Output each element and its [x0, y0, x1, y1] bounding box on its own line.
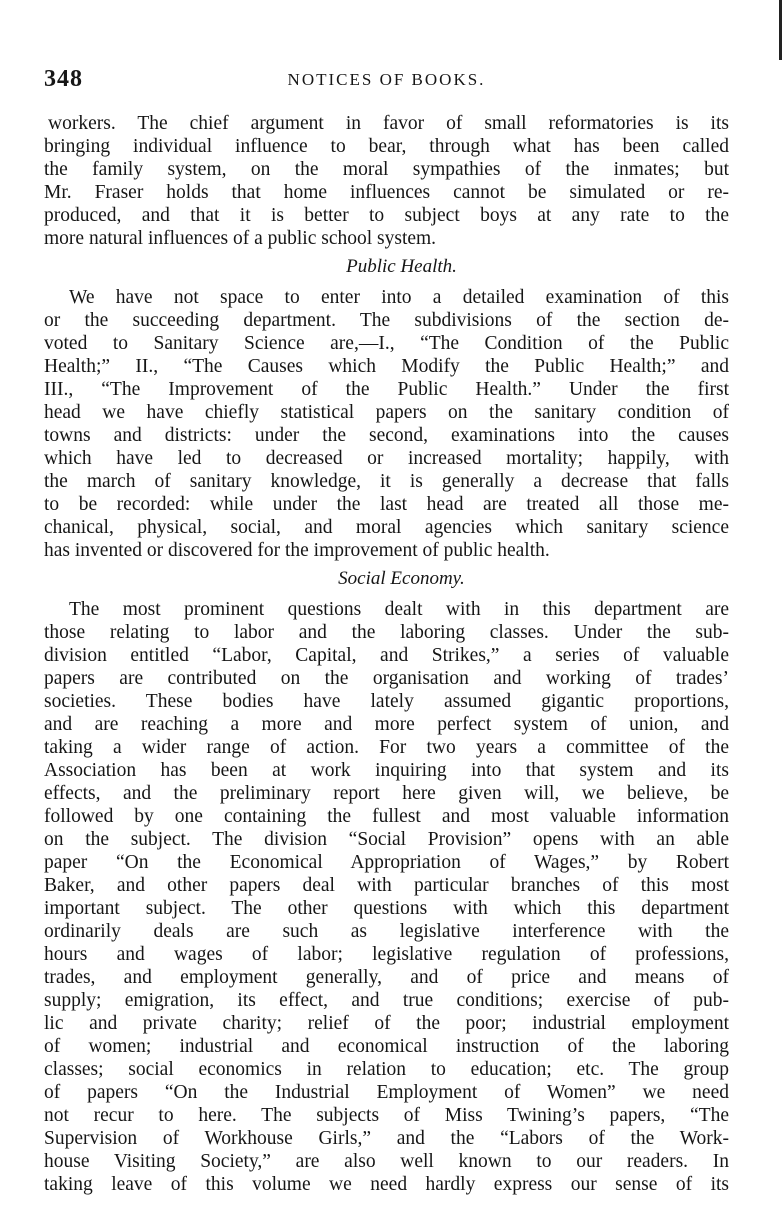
text-line: papers are contributed on the organisation and working of trades’ — [44, 668, 729, 689]
running-head: NOTICES OF BOOKS. — [287, 70, 486, 89]
text-line: house Visiting Society,” are also well known to our readers. In — [44, 1151, 729, 1172]
page-header — [44, 66, 729, 96]
text-line: important subject. The other questions with which this department — [44, 898, 729, 919]
text-line: head we have chiefly statistical papers on the sanitary condition of — [44, 402, 729, 423]
text-line: or the succeeding department. The subdivisions of the section de- — [44, 310, 729, 331]
text-line: III., “The Improvement of the Public Health.” Under the first — [44, 379, 729, 400]
text-line: hours and wages of labor; legislative regulation of professions, — [44, 944, 729, 965]
text-line: produced, and that it is better to subject boys at any rate to the — [44, 205, 729, 226]
text-line: effects, and the preliminary report here given will, we believe, be — [44, 783, 729, 804]
section-heading-public-health: Public Health. — [346, 256, 457, 277]
text-line: We have not space to enter into a detailed examination of this — [69, 287, 729, 308]
page-body — [44, 112, 729, 1196]
text-line: Supervision of Workhouse Girls,” and the “Labors of the Work- — [44, 1128, 729, 1149]
text-line: and are reaching a more and more perfect system of union, and — [44, 714, 729, 735]
text-line: supply; emigration, its effect, and true conditions; exercise of pub- — [44, 990, 729, 1011]
text-line: the family system, on the moral sympathies of the inmates; but — [44, 159, 729, 180]
text-line: Mr. Fraser holds that home influences cannot be simulated or re- — [44, 182, 729, 203]
text-line: taking leave of this volume we need hardly express our sense of its — [44, 1174, 729, 1195]
text-line: to be recorded: while under the last head are treated all those me- — [44, 494, 729, 515]
section-heading-social-economy: Social Economy. — [338, 568, 465, 589]
text-line: classes; social economics in relation to education; etc. The group — [44, 1059, 729, 1080]
text-line: workers. The chief argument in favor of small reformatories is its — [48, 113, 729, 134]
text-line: trades, and employment generally, and of price and means of — [44, 967, 729, 988]
text-line: Health;” II., “The Causes which Modify the Public Health;” and — [44, 356, 729, 377]
text-line: not recur to here. The subjects of Miss Twining’s papers, “The — [44, 1105, 729, 1126]
text-line: more natural influences of a public school system. — [44, 228, 437, 249]
text-line: has invented or discovered for the improvement of public health. — [44, 540, 550, 561]
text-line: those relating to labor and the laboring classes. Under the sub- — [44, 622, 729, 643]
text-line: chanical, physical, social, and moral agencies which sanitary science — [44, 517, 729, 538]
text-line: ordinarily deals are such as legislative interference with the — [44, 921, 729, 942]
text-line: paper “On the Economical Appropriation of Wages,” by Robert — [44, 852, 729, 873]
text-line: towns and districts: under the second, examinations into the causes — [44, 425, 729, 446]
text-line: of women; industrial and economical instruction of the laboring — [44, 1036, 729, 1057]
text-line: Baker, and other papers deal with particular branches of this most — [44, 875, 729, 896]
page-number: 348 — [44, 66, 83, 92]
text-line: lic and private charity; relief of the poor; industrial employment — [44, 1013, 729, 1034]
text-line: the march of sanitary knowledge, it is generally a decrease that falls — [44, 471, 729, 492]
text-line: taking a wider range of action. For two years a committee of the — [44, 737, 729, 758]
text-line: followed by one containing the fullest and most valuable information — [44, 806, 729, 827]
text-line: bringing individual influence to bear, through what has been called — [44, 136, 729, 157]
text-line: of papers “On the Industrial Employment of Women” we need — [44, 1082, 729, 1103]
text-line: which have led to decreased or increased mortality; happily, with — [44, 448, 729, 469]
text-line: Association has been at work inquiring into that system and its — [44, 760, 729, 781]
text-line: The most prominent questions dealt with in this department are — [69, 599, 729, 620]
text-line: voted to Sanitary Science are,—I., “The Condition of the Public — [44, 333, 729, 354]
text-line: division entitled “Labor, Capital, and Strikes,” a series of valuable — [44, 645, 729, 666]
text-line: on the subject. The division “Social Provision” opens with an able — [44, 829, 729, 850]
text-line: societies. These bodies have lately assumed gigantic proportions, — [44, 691, 729, 712]
